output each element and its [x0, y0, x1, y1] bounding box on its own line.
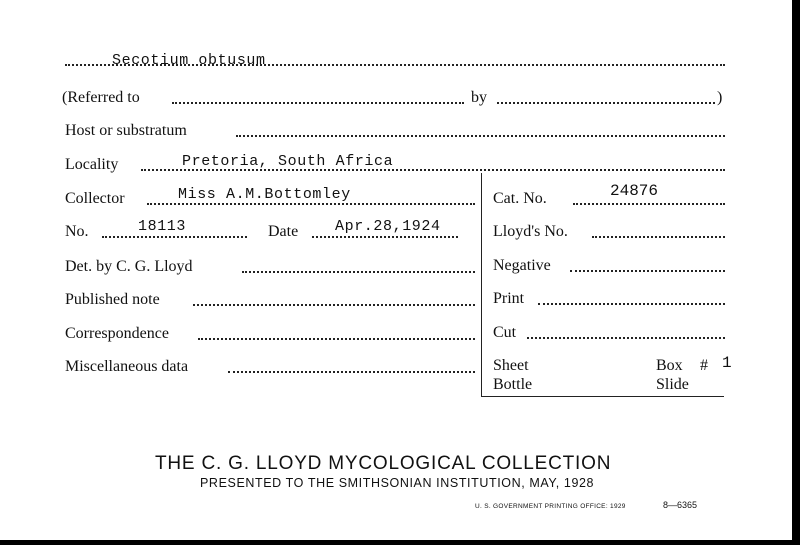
slide-label: Slide	[656, 376, 689, 393]
locality-value: Pretoria, South Africa	[182, 153, 394, 170]
collection-title: THE C. G. LLOYD MYCOLOGICAL COLLECTION	[155, 453, 612, 474]
published-label: Published note	[65, 291, 160, 308]
by-line	[497, 102, 715, 104]
sheet-label: Sheet	[493, 357, 529, 374]
host-label: Host or substratum	[65, 122, 187, 139]
box-label: Box	[656, 357, 683, 374]
collector-value: Miss A.M.Bottomley	[178, 186, 351, 203]
collector-line	[147, 203, 475, 205]
det-line	[242, 271, 475, 273]
collector-label: Collector	[65, 190, 125, 207]
print-line	[538, 303, 725, 305]
hash-mark: #	[700, 357, 708, 374]
host-line	[236, 135, 725, 137]
negative-line	[570, 270, 725, 272]
misc-label: Miscellaneous data	[65, 358, 189, 375]
number-label: No.	[65, 223, 89, 240]
number-line	[102, 236, 247, 238]
correspondence-line	[198, 338, 475, 340]
cat-label: Cat. No.	[493, 190, 547, 207]
cat-line	[573, 203, 725, 205]
locality-label: Locality	[65, 156, 119, 173]
date-line	[312, 236, 458, 238]
referred-label: (Referred to	[62, 89, 140, 106]
cat-value: 24876	[610, 182, 659, 200]
lloyds-line	[592, 236, 725, 238]
number-value: 18113	[138, 218, 187, 235]
box-value: 1	[722, 354, 732, 372]
print-label: Print	[493, 290, 525, 307]
date-value: Apr.28,1924	[335, 218, 441, 235]
printer-note: U. S. GOVERNMENT PRINTING OFFICE: 1929	[475, 503, 626, 510]
misc-line	[228, 371, 475, 373]
det-label: Det. by C. G. Lloyd	[65, 258, 193, 275]
species-name: Secotium obtusum	[112, 52, 266, 69]
referred-line	[172, 102, 464, 104]
cut-label: Cut	[493, 324, 517, 341]
published-line	[193, 304, 475, 306]
bottle-label: Bottle	[493, 376, 533, 393]
by-label: by	[471, 89, 487, 106]
date-label: Date	[268, 223, 299, 240]
negative-label: Negative	[493, 257, 551, 274]
cut-line	[527, 337, 725, 339]
collection-subtitle: PRESENTED TO THE SMITHSONIAN INSTITUTION, MAY, 1928	[200, 476, 595, 490]
referred-close: )	[717, 89, 723, 106]
form-number: 8—6365	[663, 500, 698, 510]
scan-edge-bottom	[0, 540, 800, 545]
scan-edge-right	[792, 0, 800, 545]
lloyds-label: Lloyd's No.	[493, 223, 568, 240]
correspondence-label: Correspondence	[65, 325, 169, 342]
